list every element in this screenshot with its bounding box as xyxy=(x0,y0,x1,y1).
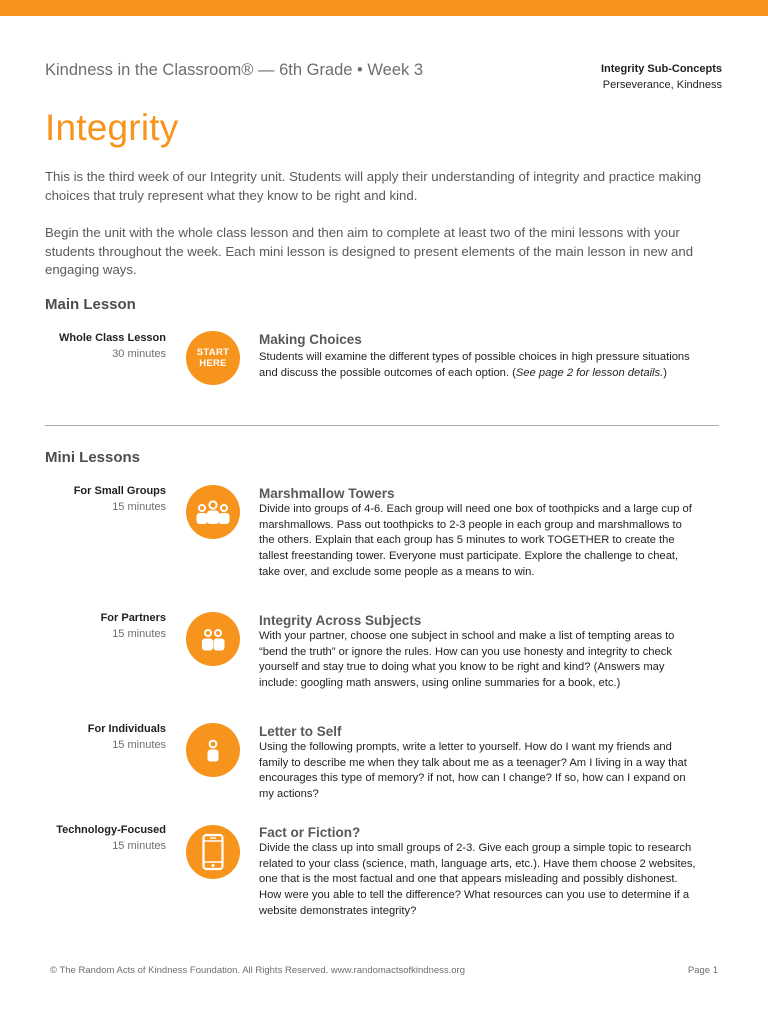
lesson-duration: 15 minutes xyxy=(112,839,166,852)
lesson-description xyxy=(259,350,699,381)
lesson-title: Integrity Across Subjects xyxy=(259,613,422,628)
lesson-description-text: Students will examine the different types of possible choices in high pressure situations and discuss the possible outcomes of each option. ( xyxy=(259,351,690,379)
lesson-description-end: ) xyxy=(663,366,667,379)
main-lesson-meta xyxy=(59,331,166,362)
start-label: START xyxy=(196,347,230,358)
lesson-title: Letter to Self xyxy=(259,724,342,739)
footer-copyright: © The Random Acts of Kindness Foundation. All Rights Reserved. www.randomactsofkindness.org xyxy=(50,965,466,976)
lesson-type: Technology-Focused xyxy=(56,824,166,836)
lesson-title: Making Choices xyxy=(259,332,362,347)
lesson-duration: 15 minutes xyxy=(112,738,166,751)
intro-paragraph-1: This is the third week of our Integrity unit. Students will apply their understanding of integrity and practice making choices that truly represent what they know to be right and kind. xyxy=(45,169,702,203)
lesson-duration: 15 minutes xyxy=(112,627,166,640)
phone-icon xyxy=(186,825,240,879)
page-title: Integrity xyxy=(45,107,179,148)
lesson-duration: 30 minutes xyxy=(112,347,166,360)
page-number: Page 1 xyxy=(687,965,718,976)
subconcepts-label: Integrity Sub-Concepts xyxy=(600,63,722,75)
lesson-type: For Individuals xyxy=(87,723,166,735)
lesson-type: For Partners xyxy=(100,612,166,624)
partners-icon xyxy=(186,612,240,666)
intro-paragraph-2: Begin the unit with the whole class lesson and then aim to complete at least two of the mini lessons with your students throughout the week. Each mini lesson is designed to present elements of the main lesson in new and engaging ways. xyxy=(45,225,694,278)
subconcepts-value: Perseverance, Kindness xyxy=(602,79,722,91)
lesson-type: Whole Class Lesson xyxy=(59,332,166,344)
mini-lessons-heading: Mini Lessons xyxy=(45,449,141,466)
lesson-details-reference: See page 2 for lesson details. xyxy=(515,366,664,379)
group-icon xyxy=(186,485,240,539)
lesson-duration: 15 minutes xyxy=(112,500,166,513)
series-title: Kindness in the Classroom® — 6th Grade • Week 3 xyxy=(45,61,424,79)
mini-lesson-meta xyxy=(101,611,166,642)
here-label: HERE xyxy=(199,358,227,369)
lesson-description: With your partner, choose one subject in school and make a list of tempting areas to “bend the truth” or ignore the rules. How can you use honesty and integrity to check yourself and stay true to doing what you know to be right and kind? (Answers may include: googling math answers, using online summaries for a book, etc.) xyxy=(259,630,675,690)
start-here-badge xyxy=(186,331,240,385)
person-icon xyxy=(186,723,240,777)
lesson-description: Divide into groups of 4-6. Each group will need one box of toothpicks and a large cup of marshmallows. Pass out toothpicks to 2-3 people in each group and marshmallows to the others. Explain that each group has 5 minutes to work TOGETHER to create the tallest freestanding tower. Everyone must participate. Explore the challenge to cheat, take over, and exclude some people as a means to win. xyxy=(259,503,692,578)
main-lesson-heading: Main Lesson xyxy=(45,296,136,313)
lesson-description: Using the following prompts, write a letter to yourself. How do I want my friends and family to describe me when they talk about me as a teenager? Am I living in a way that encourages this type of memory? if not, how can I change? If so, how can I expand on my actions? xyxy=(259,741,687,801)
lesson-type: For Small Groups xyxy=(73,485,166,497)
mini-lesson-meta xyxy=(88,722,166,753)
top-accent-bar xyxy=(0,0,768,16)
lesson-title: Fact or Fiction? xyxy=(259,825,361,840)
lesson-description: Divide the class up into small groups of 2-3. Give each group a simple topic to research related to your class (science, math, language arts, etc.). Have them choose 2 websites, one that is the most factual and one that appears misleading and possibly dishonest. How were you able to tell the difference? What resources can you use to determine if a website demonstrates integrity? xyxy=(259,842,696,917)
mini-lesson-meta xyxy=(74,484,166,515)
section-divider xyxy=(45,425,719,426)
lesson-title: Marshmallow Towers xyxy=(259,486,395,501)
mini-lesson-meta xyxy=(56,823,166,854)
subconcepts-box xyxy=(601,61,722,93)
